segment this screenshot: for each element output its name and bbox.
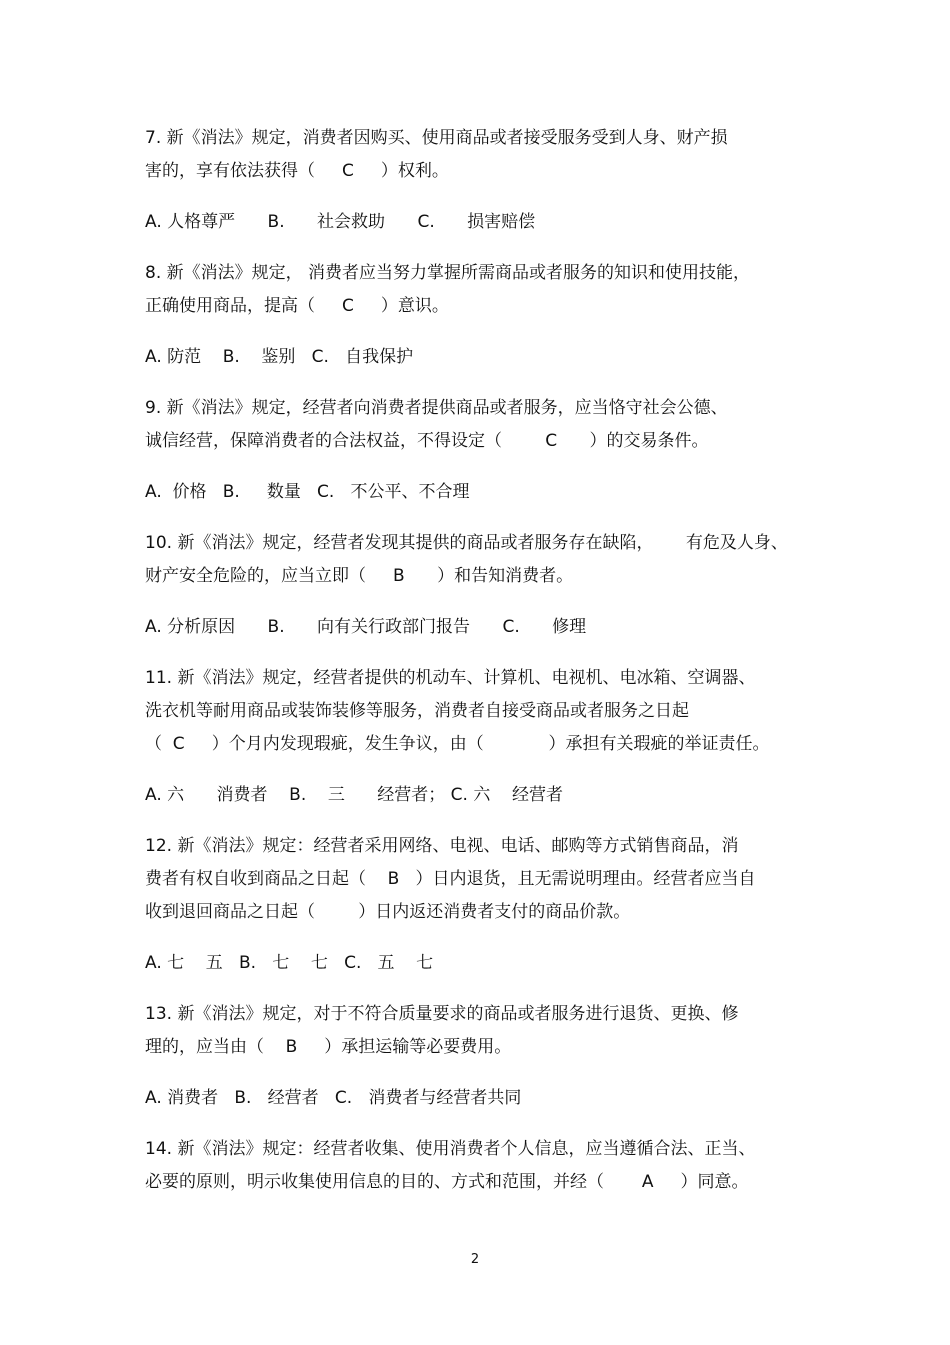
questions-list <box>145 122 845 1199</box>
question-options: A. 六 消费者 B. 三 经营者； C. 六 经营者 <box>145 785 563 805</box>
question-line: 13. 新《消法》规定，对于不符合质量要求的商品或者服务进行退货、更换、修 <box>145 1004 739 1024</box>
question-12 <box>145 830 845 980</box>
question-10 <box>145 527 845 644</box>
question-line: 害的，享有依法获得（ C ）权利。 <box>145 161 449 181</box>
question-line: 9. 新《消法》规定，经营者向消费者提供商品或者服务，应当恪守社会公德、 <box>145 398 728 418</box>
question-line: 理的，应当由（ B ）承担运输等必要费用。 <box>145 1037 512 1057</box>
page-number: 2 <box>470 1252 480 1267</box>
question-line: 收到退回商品之日起（ ）日内返还消费者支付的商品价款。 <box>145 902 631 922</box>
question-line: 10. 新《消法》规定，经营者发现其提供的商品或者服务存在缺陷， 有危及人身、 <box>145 533 788 553</box>
question-11 <box>145 662 845 812</box>
question-line: （ C ）个月内发现瑕疵，发生争议，由（ ）承担有关瑕疵的举证责任。 <box>145 734 770 754</box>
question-options: A. 价格 B. 数量 C. 不公平、不合理 <box>145 482 470 502</box>
question-line: 正确使用商品，提高（ C ）意识。 <box>145 296 449 316</box>
question-line: 12. 新《消法》规定：经营者采用网络、电视、电话、邮购等方式销售商品，消 <box>145 836 739 856</box>
question-9 <box>145 392 845 509</box>
question-line: 费者有权自收到商品之日起（ B ）日内退货，且无需说明理由。经营者应当自 <box>145 869 756 889</box>
question-options: A. 消费者 B. 经营者 C. 消费者与经营者共同 <box>145 1088 522 1108</box>
question-options: A. 人格尊严 B. 社会救助 C. 损害赔偿 <box>145 212 536 232</box>
question-7 <box>145 122 845 239</box>
question-line: 诚信经营，保障消费者的合法权益，不得设定（ C ）的交易条件。 <box>145 431 709 451</box>
question-line: 必要的原则，明示收集使用信息的目的、方式和范围，并经（ A ）同意。 <box>145 1172 749 1192</box>
question-line: 11. 新《消法》规定，经营者提供的机动车、计算机、电视机、电冰箱、空调器、 <box>145 668 756 688</box>
question-options: A. 七 五 B. 七 七 C. 五 七 <box>145 953 434 973</box>
question-line: 7. 新《消法》规定，消费者因购买、使用商品或者接受服务受到人身、财产损 <box>145 128 728 148</box>
question-line: 14. 新《消法》规定：经营者收集、使用消费者个人信息，应当遵循合法、正当、 <box>145 1139 756 1159</box>
question-14 <box>145 1133 845 1199</box>
question-8 <box>145 257 845 374</box>
question-line: 洗衣机等耐用商品或装饰装修等服务，消费者自接受商品或者服务之日起 <box>145 701 689 721</box>
question-options: A. 防范 B. 鉴别 C. 自我保护 <box>145 347 414 367</box>
question-line: 财产安全危险的，应当立即（ B ）和告知消费者。 <box>145 566 574 586</box>
question-options: A. 分析原因 B. 向有关行政部门报告 C. 修理 <box>145 617 587 637</box>
question-13 <box>145 998 845 1115</box>
question-line: 8. 新《消法》规定， 消费者应当努力掌握所需商品或者服务的知识和使用技能， <box>145 263 751 283</box>
